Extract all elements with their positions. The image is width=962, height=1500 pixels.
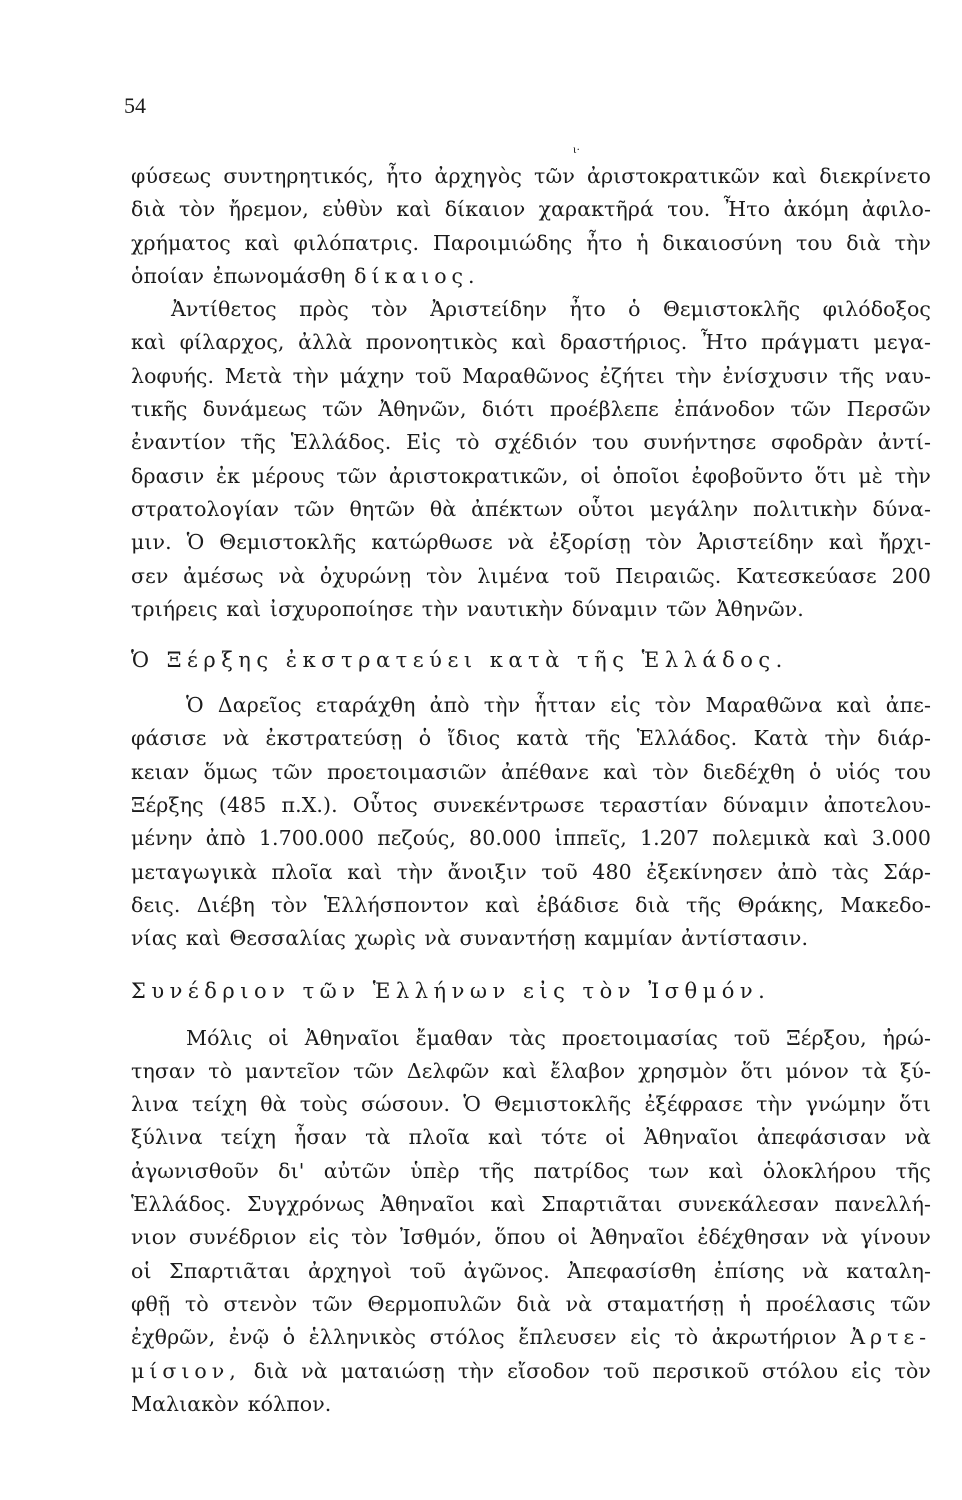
text-line: φθῇ τὸ στενὸν τῶν Θερμοπυλῶν διὰ νὰ σταματήσῃ ἡ προέλασις τῶν <box>131 1291 931 1316</box>
text-line: τησαν τὸ μαντεῖον τῶν Δελφῶν καὶ ἔλαβον χρησμὸν ὅτι μόνον τὰ ξύ- <box>131 1058 931 1083</box>
text-line: Μαλιακὸν κόλπον. <box>131 1391 332 1416</box>
section-heading-synedrion: Συνέδριον τῶν Ἑλλήνων εἰς τὸν Ἰσθμόν. <box>131 978 771 1003</box>
paragraph-isthmus-congress <box>131 1022 931 1422</box>
paragraph-themistokles <box>131 293 931 626</box>
paragraph-aristeides-continuation <box>131 160 931 293</box>
text-line: φάσισε νὰ ἐκστρατεύσῃ ὁ ἴδιος κατὰ τῆς Ἑλλάδος. Κατὰ τὴν διάρ- <box>131 726 931 751</box>
text-line: λινα τείχη θὰ τοὺς σώσουν. Ὁ Θεμιστοκλῆς ἐξέφρασε τὴν γνώμην ὅτι <box>131 1092 931 1117</box>
text-line: κειαν ὅμως τῶν προετοιμασιῶν ἀπέθανε καὶ τὸν διεδέχθη ὁ υἱός του <box>131 759 931 784</box>
text-line: τριήρεις καὶ ἰσχυροποίησε τὴν ναυτικὴν δύναμιν τῶν Ἀθηνῶν. <box>131 596 804 621</box>
text-line: μιν. Ὁ Θεμιστοκλῆς κατώρθωσε νὰ ἐξορίσῃ τὸν Ἀριστείδην καὶ ἤρχι- <box>131 530 931 555</box>
text-line: τικῆς δυνάμεως τῶν Ἀθηνῶν, διότι προέβλεπε ἐπάνοδον τῶν Περσῶν <box>131 397 931 422</box>
text-line: καὶ φίλαρχος, ἀλλὰ προνοητικὸς καὶ δραστήριος. Ἦτο πράγματι μεγα- <box>131 330 931 355</box>
text-line: χρήματος καὶ φιλόπατρις. Παροιμιώδης ἦτο ἡ δικαιοσύνη του διὰ τὴν <box>131 230 931 255</box>
text-line: οἱ Σπαρτιᾶται ἀρχηγοὶ τοῦ ἀγῶνος. Ἀπεφασίσθη ἐπίσης νὰ καταλη- <box>131 1258 931 1283</box>
text-line: Ἀντίθετος πρὸς τὸν Ἀριστείδην ἦτο ὁ Θεμιστοκλῆς φιλόδοξος <box>171 297 931 322</box>
text-line <box>131 1321 931 1354</box>
spaced-word-artemision-2: μίσιον, <box>131 1358 241 1383</box>
text-line: στρατολογίαν τῶν θητῶν θὰ ἀπέκτων οὗτοι μεγάλην πολιτικὴν δύνα- <box>131 496 931 521</box>
text-line: διὰ τὸν ἤρεμον, εὐθὺν καὶ δίκαιον χαρακτῆρά του. Ἦτο ἀκόμη ἀφιλο- <box>131 197 931 222</box>
text-line: Μόλις οἱ Ἀθηναῖοι ἔμαθαν τὰς προετοιμασίας τοῦ Ξέρξου, ἠρώ- <box>186 1025 931 1050</box>
text-line: Ἑλλάδος. Συγχρόνως Ἀθηναῖοι καὶ Σπαρτιᾶται συνεκάλεσαν πανελλή- <box>131 1192 931 1217</box>
text-line: Ξέρξης (485 π.Χ.). Οὗτος συνεκέντρωσε τεραστίαν δύναμιν ἀποτελου- <box>131 793 931 818</box>
text-line: σεν ἀμέσως νὰ ὀχυρώνῃ τὸν λιμένα τοῦ Πειραιῶς. Κατεσκεύασε 200 <box>131 563 931 588</box>
printer-mark: ι· <box>573 142 581 156</box>
text-line: φύσεως συντηρητικός, ἦτο ἀρχηγὸς τῶν ἀριστοκρατικῶν καὶ διεκρίνετο <box>131 164 931 188</box>
spaced-word-dikaios: δίκαιος. <box>354 263 480 288</box>
text-line: δρασιν ἐκ μέρους τῶν ἀριστοκρατικῶν, οἱ ὁποῖοι ἐφοβοῦντο ὅτι μὲ τὴν <box>131 463 931 488</box>
text-line: νιον συνέδριον εἰς τὸν Ἰσθμόν, ὅπου οἱ Ἀθηναῖοι ἐδέχθησαν νὰ γίνουν <box>131 1225 931 1250</box>
section-heading-xerxes: Ὁ Ξέρξης ἐκστρατεύει κατὰ τῆς Ἑλλάδος. <box>131 648 788 673</box>
spaced-word-artemision-1: Ἀρτε- <box>850 1325 931 1350</box>
text-line: ξύλινα τείχη ἦσαν τὰ πλοῖα καὶ τότε οἱ Ἀθηναῖοι ἀπεφάσισαν νὰ <box>131 1125 931 1150</box>
text-line: δεις. Διέβη τὸν Ἑλλήσποντον καὶ ἐβάδισε διὰ τῆς Θράκης, Μακεδο- <box>131 892 931 917</box>
body-text <box>131 160 931 1421</box>
text-line <box>131 1355 931 1388</box>
text-line: λοφυής. Μετὰ τὴν μάχην τοῦ Μαραθῶνος ἐζήτει τὴν ἐνίσχυσιν τῆς ναυ- <box>131 363 931 388</box>
text-fragment: διὰ νὰ ματαιώσῃ τὴν εἴσοδον τοῦ περσικοῦ στόλου εἰς τὸν <box>253 1358 931 1383</box>
text-line: μεταγωγικὰ πλοῖα καὶ τὴν ἄνοιξιν τοῦ 480 ἐξεκίνησεν ἀπὸ τὰς Σάρ- <box>131 859 931 884</box>
text-line: Ὁ Δαρεῖος εταράχθη ἀπὸ τὴν ἧτταν εἰς τὸν Μαραθῶνα καὶ ἀπε- <box>186 693 931 718</box>
text-fragment: ὁποίαν ἐπωνομάσθη <box>131 263 346 288</box>
paragraph-xerxes-campaign <box>131 689 931 955</box>
text-line: ἐναντίον τῆς Ἑλλάδος. Εἰς τὸ σχέδιόν του συνήντησε σφοδρὰν ἀντί- <box>131 430 931 455</box>
text-line: νίας καὶ Θεσσαλίας χωρὶς νὰ συναντήσῃ καμμίαν ἀντίστασιν. <box>131 926 809 951</box>
text-line: ἀγωνισθοῦν δι' αὐτῶν ὑπὲρ τῆς πατρίδος των καὶ ὁλοκλήρου τῆς <box>131 1158 931 1183</box>
text-fragment: ἐχθρῶν, ἐνῷ ὁ ἑλληνικὸς στόλος ἔπλευσεν εἰς τὸ ἀκρωτήριον <box>131 1325 837 1350</box>
page-number: 54 <box>124 93 146 118</box>
text-line <box>131 260 931 293</box>
text-line: μένην ἀπὸ 1.700.000 πεζούς, 80.000 ἱππεῖς, 1.207 πολεμικὰ καὶ 3.000 <box>131 826 931 851</box>
